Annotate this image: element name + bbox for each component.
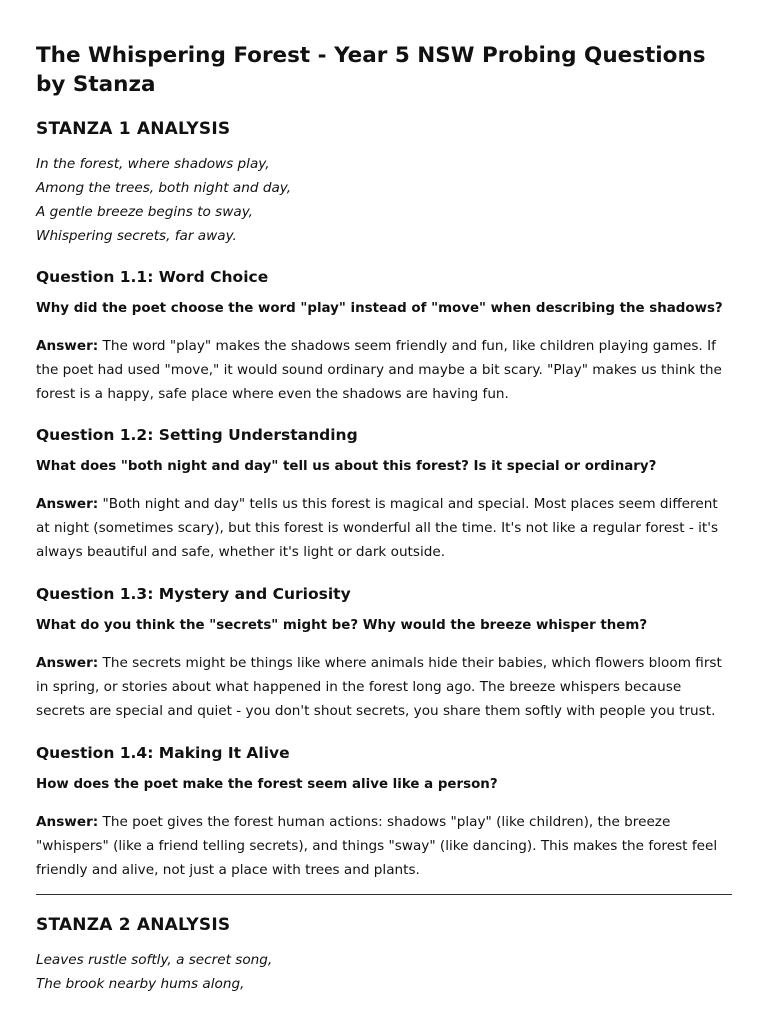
poem-line: Leaves rustle softly, a secret song, <box>36 952 273 968</box>
question-1-1-text: Why did the poet choose the word "play" instead of "move" when describing the shadows? <box>36 301 723 316</box>
question-1-4-text: How does the poet make the forest seem alive like a person? <box>36 777 498 792</box>
answer-text: "Both night and day" tells us this forest is magical and special. Most places seem different at night (sometimes scary), but this forest is wonderful all the time. It's not like a regular forest - it's always beautiful and safe, whether it's light or dark outside. <box>36 496 719 560</box>
question-1-3-heading: Question 1.3: Mystery and Curiosity <box>36 585 351 603</box>
poem-line: Among the trees, both night and day, <box>36 180 292 196</box>
answer-label: Answer: <box>36 655 99 671</box>
answer-label: Answer: <box>36 496 99 512</box>
page-title: The Whispering Forest - Year 5 NSW Probing Questions by Stanza <box>36 43 706 97</box>
stanza-2-poem <box>36 948 272 996</box>
question-1-1-answer <box>36 334 732 406</box>
answer-label: Answer: <box>36 338 99 354</box>
stanza-1-heading: STANZA 1 ANALYSIS <box>36 119 231 139</box>
poem-line: A gentle breeze begins to sway, <box>36 204 254 220</box>
question-1-2-text: What does "both night and day" tell us about this forest? Is it special or ordinary? <box>36 459 657 474</box>
answer-label: Answer: <box>36 814 99 830</box>
poem-line: In the forest, where shadows play, <box>36 156 270 172</box>
stanza-1-poem <box>36 152 291 248</box>
poem-line: The brook nearby hums along, <box>36 976 245 992</box>
poem-line: Whispering secrets, far away. <box>36 228 237 244</box>
question-1-4-answer <box>36 810 732 882</box>
question-1-3-text: What do you think the "secrets" might be? Why would the breeze whisper them? <box>36 618 648 633</box>
question-1-4-heading: Question 1.4: Making It Alive <box>36 744 290 762</box>
question-1-3-answer <box>36 651 732 723</box>
stanza-2-heading: STANZA 2 ANALYSIS <box>36 915 231 935</box>
answer-text: The poet gives the forest human actions: shadows "play" (like children), the breeze "whispers" (like a friend telling secrets), and things "sway" (like dancing). This makes the forest feel friendly and alive, not just a place with trees and plants. <box>36 814 718 878</box>
question-1-2-heading: Question 1.2: Setting Understanding <box>36 426 358 444</box>
section-divider <box>36 894 732 895</box>
question-1-2-answer <box>36 492 732 564</box>
answer-text: The word "play" makes the shadows seem friendly and fun, like children playing games. If the poet had used "move," it would sound ordinary and maybe a bit scary. "Play" makes us think the forest is a happy, safe place where even the shadows are having fun. <box>36 338 722 402</box>
question-1-1-heading: Question 1.1: Word Choice <box>36 268 269 286</box>
answer-text: The secrets might be things like where animals hide their babies, which flowers bloom first in spring, or stories about what happened in the forest long ago. The breeze whispers because secrets are special and quiet - you don't shout secrets, you share them softly with people you trust. <box>36 655 722 719</box>
